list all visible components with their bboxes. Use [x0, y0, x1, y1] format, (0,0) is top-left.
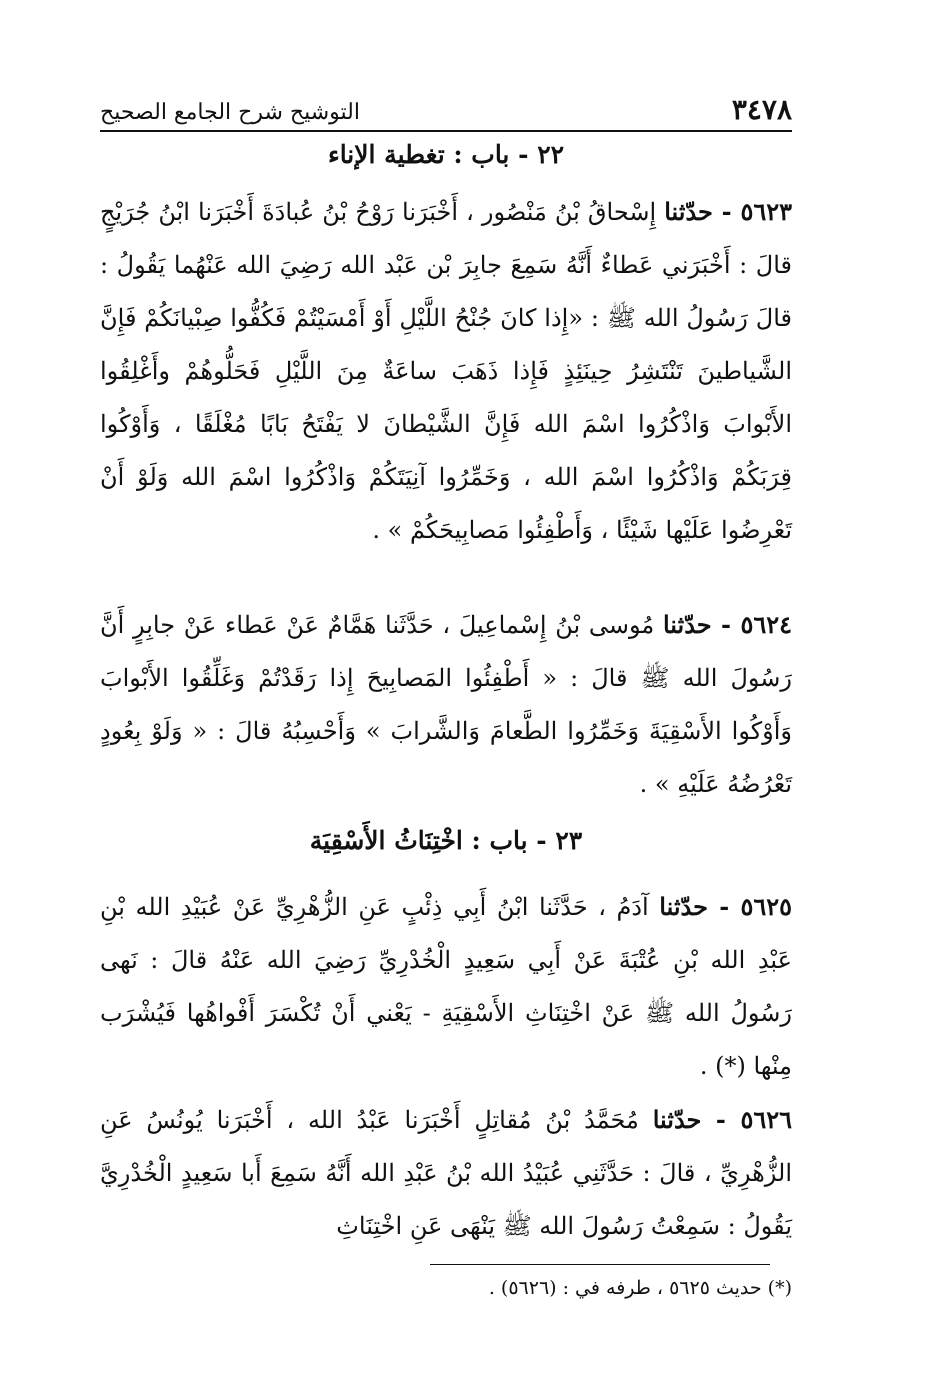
hadith-number: ٥٦٢٤ - حدّثنا [662, 610, 792, 639]
hadith-paragraph [100, 880, 792, 1093]
hadith-text: مُوسى بْنُ إِسْماعِيلَ ، حَدَّثَنا هَمَّامٌ عَنْ عَطاء عَنْ جابِرٍ أَنَّ رَسُولَ الله ﷺ قالَ : « أَطْفِئُوا المَصابِيحَ إِذا رَقَدْتُمْ وَغَلِّقُوا الأَبْوابَ وَأَوْكُوا الأَسْقِيَةَ وَخَمِّرُوا الطَّعامَ وَالشَّرابَ » وَأَحْسِبُهُ قالَ : « وَلَوْ بِعُودٍ تَعْرُضُهُ عَلَيْهِ » . [100, 611, 792, 798]
page-number: ٣٤٧٨ [731, 93, 792, 126]
hadith-paragraph [100, 185, 792, 557]
hadith-paragraph [100, 1093, 792, 1253]
chapter-heading: ٢٣ - باب : اخْتِنَاثُ الأَسْقِيَة [309, 826, 583, 855]
hadith-text: إِسْحاقُ بْنُ مَنْصُور ، أَخْبَرَنا رَوْحُ بْنُ عُبادَةَ أَخْبَرَنا ابْنُ جُرَيْجٍ قالَ : أَخْبَرَني عَطاءٌ أَنَّهُ سَمِعَ جابِرَ بْن عَبْد الله رَضِيَ الله عَنْهُما يَقُولُ : قالَ رَسُولُ الله ﷺ : «إِذا كانَ جُنْحُ اللَّيْلِ أَوْ أَمْسَيْتُمْ فَكُفُّوا صِبْيانَكُمْ فَإِنَّ الشَّياطينَ تَنْتَشِرُ حِينَئِذٍ فَإِذا ذَهَبَ ساعَةٌ مِنَ اللَّيْلِ فَحَلُّوهُمْ وأَغْلِقُوا الأَبْوابَ وَاذْكُرُوا اسْمَ الله فَإِنَّ الشَّيْطانَ لا يَفْتَحُ بَابًا مُغْلَقًا ، وَأَوْكُوا قِرَبَكُمْ وَاذْكُرُوا اسْمَ الله ، وَخَمِّرُوا آنِيَتَكُمْ وَاذْكُرُوا اسْمَ الله وَلَوْ أَنْ تَعْرِضُوا عَلَيْها شَيْئًا ، وَأَطْفِئُوا مَصابِيحَكُمْ » . [100, 198, 792, 544]
running-title: التوشيح شرح الجامع الصحيح [100, 100, 360, 125]
hadith-text: مُحَمَّدُ بْنُ مُقاتِلٍ أَخْبَرَنا عَبْدُ الله ، أَخْبَرَنا يُونُسُ عَنِ الزُّهْرِيِّ ، قالَ : حَدَّثَنِي عُبَيْدُ الله بْنُ عَبْدِ الله أَنَّهُ سَمِعَ أَبا سَعِيدٍ الْخُدْرِيَّ يَقُولُ : سَمِعْتُ رَسُولَ الله ﷺ يَنْهَى عَنِ اخْتِنَاثِ [100, 1106, 792, 1240]
hadith-number: ٥٦٢٦ - حدّثنا [652, 1105, 792, 1134]
hadith-number: ٥٦٢٣ - حدّثنا [664, 197, 792, 226]
hadith-number: ٥٦٢٥ - حدّثنا [659, 892, 792, 921]
footnote-divider [430, 1264, 770, 1265]
footnote: (*) حديث ٥٦٢٥ ، طرفه في : (٥٦٢٦) . [488, 1277, 792, 1299]
hadith-paragraph [100, 598, 792, 811]
chapter-heading: ٢٢ - باب : تغطية الإناء [327, 140, 565, 169]
page-header [100, 84, 792, 132]
hadith-text: آدَمُ ، حَدَّثَنا ابْنُ أَبِي ذِئْبٍ عَنِ الزُّهْرِيِّ عَنْ عُبَيْدِ الله بْنِ عَبْدِ الله بْنِ عُتْبَةَ عَنْ أَبِي سَعِيدٍ الْخُدْرِيِّ رَضِيَ الله عَنْهُ قالَ : نَهى رَسُولُ الله ﷺ عَنْ اخْتِنَاثِ الأَسْقِيَةِ - يَعْني أَنْ تُكْسَرَ أَفْواهُها فَيُشْرَب مِنْها (*) . [100, 893, 792, 1080]
